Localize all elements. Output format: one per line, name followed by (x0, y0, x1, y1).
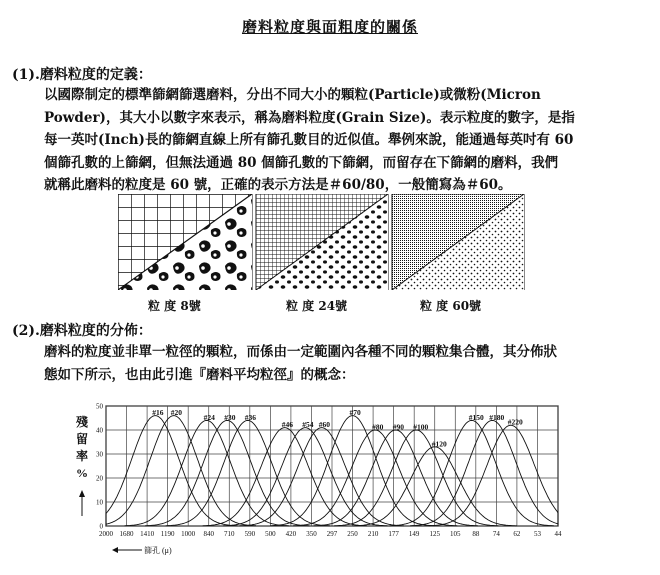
x-tick-label: 149 (408, 530, 420, 538)
x-tick-label: 840 (203, 530, 214, 538)
y-axis-label-char: 率 (75, 449, 89, 463)
y-tick-label: 50 (96, 402, 103, 411)
x-tick-label: 297 (326, 530, 338, 538)
y-axis-label-char: % (76, 466, 88, 480)
x-tick-label: 500 (265, 530, 276, 538)
series-label: #180 (489, 412, 505, 422)
series-label: #20 (170, 408, 183, 418)
sieve-panel-8 (118, 194, 252, 290)
x-tick-label: 710 (224, 530, 235, 538)
series-label: #100 (413, 422, 429, 432)
section2-paragraph (44, 341, 649, 386)
x-tick-label: 210 (367, 530, 379, 538)
section2-line: 態如下所示，也由此引進『磨料平均粒徑』的概念： (44, 366, 355, 383)
x-axis-arrowhead (112, 547, 118, 553)
distribution-curve (125, 420, 289, 525)
distribution-chart (70, 398, 570, 560)
series-label: #120 (431, 439, 447, 449)
page-title: 磨料粒度與面粗度的關係 (241, 18, 418, 36)
x-tick-label: 1000 (181, 530, 196, 538)
caption-grit-24: 粒 度 24號 (286, 299, 348, 313)
x-tick-label: 44 (554, 530, 562, 538)
x-tick-label: 1190 (160, 530, 175, 538)
series-label: #80 (372, 422, 384, 432)
x-tick-label: 105 (450, 530, 461, 538)
series-label: #30 (224, 412, 236, 422)
x-tick-label: 88 (472, 530, 480, 538)
caption-grit-60: 粒 度 60號 (420, 299, 482, 313)
y-axis-arrowhead (79, 490, 85, 497)
y-axis-label-char: 殘 (75, 415, 89, 429)
x-tick-label: 350 (306, 530, 317, 538)
x-tick-label: 420 (285, 530, 297, 538)
x-tick-label: 1410 (140, 530, 155, 538)
sieve-panel-24 (256, 194, 388, 290)
series-label: #90 (392, 422, 404, 432)
caption-grit-8: 粒 度 8號 (148, 299, 201, 313)
series-label: #24 (203, 412, 215, 422)
y-axis-label (76, 414, 88, 516)
x-tick-label: 62 (513, 530, 521, 538)
y-axis-label-char: 留 (75, 432, 89, 446)
y-tick-label: 20 (96, 474, 103, 483)
x-tick-label: 53 (533, 530, 541, 538)
series-label: #150 (468, 412, 484, 422)
x-tick-label: 177 (388, 530, 399, 538)
y-tick-label: 0 (99, 522, 103, 531)
section1-line: 每一英吋(Inch)長的篩網直線上所有篩孔數目的近似值。舉例來說，能通過每英吋有 60 (44, 132, 574, 148)
sieve-panel-60 (392, 194, 524, 290)
section1-line: 就稱此磨料的粒度是 60 號，正確的表示方法是＃60/80，一般簡寫為＃60。 (44, 177, 512, 193)
series-label: #54 (302, 420, 314, 430)
section1-line: 以國際制定的標準篩網篩選磨料，分出不同大小的顆粒(Particle)或微粉(Micron (44, 87, 541, 103)
x-tick-label: 1680 (119, 530, 134, 538)
y-tick-label: 30 (96, 450, 103, 459)
x-tick-label: 2000 (99, 530, 113, 538)
x-tick-label: 250 (347, 530, 358, 538)
section1-line: Powder)，其大小以數字來表示，稱為磨料粒度(Grain Size)。表示粒度的數字，是指 (44, 109, 575, 126)
x-axis-label (112, 545, 172, 555)
distribution-curve (145, 420, 309, 525)
series-label: #36 (244, 412, 257, 422)
x-tick-label: 74 (492, 530, 500, 538)
series-label: #46 (281, 420, 293, 430)
series-label: #70 (349, 408, 361, 418)
distribution-curve (166, 420, 330, 525)
x-tick-label: 125 (429, 530, 440, 538)
section2-heading: (2).磨料粒度的分佈： (12, 323, 152, 339)
y-tick-label: 10 (96, 498, 103, 507)
x-tick-labels (99, 530, 562, 538)
section1-heading: (1).磨料粒度的定義： (12, 67, 152, 83)
section1-paragraph (44, 84, 649, 197)
series-label: #16 (152, 408, 164, 418)
y-tick-labels (96, 403, 104, 531)
series-label: #60 (318, 420, 330, 430)
section2-line: 磨料的粒度並非單一粒徑的顆粒，而係由一定範圍內各種不同的顆粒集合體，其分佈狀 (44, 344, 557, 360)
x-axis-label-text: 篩孔 (μ) (144, 546, 172, 555)
distribution-curve (203, 428, 367, 526)
chart-series-labels (152, 408, 523, 448)
section1-line: 個篩孔數的上篩網，但無法通過 80 個篩孔數的下篩網，而留存在下篩網的磨料，我們 (44, 154, 559, 171)
series-label: #220 (507, 417, 523, 427)
y-tick-label: 40 (96, 426, 103, 435)
x-tick-label: 590 (244, 530, 256, 538)
sieve-figure (118, 194, 528, 290)
